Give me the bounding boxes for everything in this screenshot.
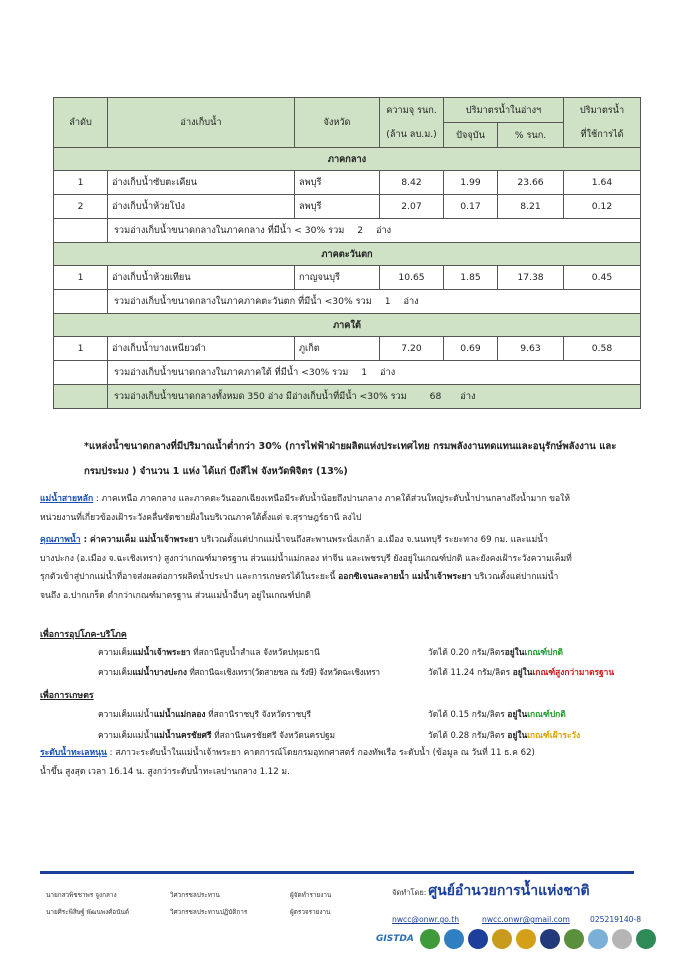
cell-province: ลพบุรี bbox=[295, 195, 380, 219]
agency-logo-7 bbox=[564, 929, 584, 949]
quality-line-2: บางปะกง (อ.เมือง จ.ฉะเชิงเทรา) สูงกว่าเกณฑ์มาตรฐาน ส่วนแม่น้ำแม่กลอง ท่าจีน และเพชรบุรี ยังอยู่ในเกณฑ์ปกติ และยังคงเฝ้าระวังความเค็มที่ bbox=[40, 553, 572, 564]
header-percent: % รนก. bbox=[498, 123, 564, 148]
quality-line-3c: บริเวณตั้งแต่ปากแม่น้ำ bbox=[471, 572, 559, 582]
signer-2: นายศิระพิสิษฐ์ พัฒนพงศ์อนันต์ bbox=[46, 908, 129, 916]
signer-1: นายกสวพิชชาพร จูงกลาง bbox=[46, 891, 117, 899]
summary-text: รวมอ่างเก็บน้ำขนาดกลางในภาคภาคใต้ ที่มีน้ำ <30% รวม bbox=[114, 367, 349, 378]
partner-logos bbox=[376, 927, 666, 953]
cell-no: 1 bbox=[54, 337, 108, 361]
table-row bbox=[54, 195, 641, 219]
agriculture-heading: เพื่อการเกษตร bbox=[40, 691, 94, 701]
org-prefix: จัดทำโดย: bbox=[392, 888, 427, 897]
note-line-2: กรมประมง ) จำนวน 1 แห่ง ได้แก่ บึงสีไฟ จังหวัดพิจิตร (13%) bbox=[84, 466, 348, 477]
header-current: ปัจจุบัน bbox=[444, 123, 498, 148]
header-usable: ปริมาตรน้ำ bbox=[564, 98, 641, 123]
summary-unit: อ่าง bbox=[375, 225, 392, 236]
station-name: ที่สถานีนครชัยศรี จังหวัดนครปฐม bbox=[211, 730, 336, 740]
measure-value: วัดได้ 0.20 กรัม/ลิตร bbox=[428, 647, 505, 657]
measure-prefix: ความเค็มแม่น้ำ bbox=[98, 730, 154, 740]
table-row bbox=[54, 171, 641, 195]
quality-line-4: จนถึง อ.ปากเกร็ด ต่ำกว่าเกณฑ์มาตรฐาน ส่วนแม่น้ำอื่นๆ อยู่ในเกณฑ์ปกติ bbox=[40, 590, 311, 601]
summary-count: 2 bbox=[357, 225, 364, 236]
total-count: 68 bbox=[429, 391, 442, 402]
river-name: แม่น้ำแม่กลอง bbox=[153, 709, 206, 719]
cell-province: กาญจนบุรี bbox=[295, 266, 380, 290]
summary-row-south bbox=[54, 361, 641, 385]
cell-province: ลพบุรี bbox=[295, 171, 380, 195]
station-name: ที่สถานีฉะเชิงเทรา(วัดสายชล ณ รังษี) จังหวัดฉะเชิงเทรา bbox=[186, 667, 380, 677]
reservoir-table bbox=[53, 97, 641, 409]
tide-section bbox=[40, 744, 652, 781]
signer-1-title: วิศวกรชลประทาน bbox=[170, 891, 220, 899]
note-line-1: *แหล่งน้ำขนาดกลางที่มีปริมาณน้ำต่ำกว่า 30% (การไฟฟ้าฝ่ายผลิตแห่งประเทศไทย กรมพลังงานทดแทนและอนุรักษ์พลังงาน และ bbox=[84, 441, 617, 452]
total-cell bbox=[108, 385, 641, 409]
cell-no: 1 bbox=[54, 266, 108, 290]
cell-current: 1.85 bbox=[444, 266, 498, 290]
summary-cell bbox=[108, 361, 641, 385]
footer-divider bbox=[40, 871, 634, 874]
signer-2-title: วิศวกรชลประทานปฏิบัติการ bbox=[170, 908, 248, 916]
table-row bbox=[54, 266, 641, 290]
header-volume: ปริมาตรน้ำในอ่างฯ bbox=[444, 98, 564, 123]
total-unit: อ่าง bbox=[460, 391, 476, 402]
summary-text: รวมอ่างเก็บน้ำขนาดกลางในภาคภาคตะวันตก ที่มีน้ำ <30% รวม bbox=[114, 296, 372, 307]
rivers-line-2: หน่วยงานที่เกี่ยวข้องเฝ้าระวังคลื่นซัดชายฝั่งในบริเวณภาคใต้ตั้งแต่ จ.สุราษฎร์ธานี ลงไป bbox=[40, 512, 362, 523]
measure-prefix: ความเค็มแม่น้ำ bbox=[98, 709, 154, 719]
agriculture-row-1 bbox=[98, 707, 311, 721]
tide-label: ระดับน้ำทะเลหนุน bbox=[40, 748, 107, 758]
measure-value: วัดได้ 11.24 กรัม/ลิตร bbox=[428, 667, 511, 677]
quality-line-1: บริเวณตั้งแต่ปากแม่น้ำจนถึงสะพานพระนั่งเกล้า อ.เมือง จ.นนทบุรี ระยะทาง 69 กม. และแม่น้ำ bbox=[198, 535, 548, 545]
status-prefix: อยู่ใน bbox=[512, 667, 533, 677]
agency-logo-10 bbox=[636, 929, 656, 949]
rivers-line-1: : ภาคเหนือ ภาคกลาง และภาคตะวันออกเฉียงเหนือมีระดับน้ำน้อยถึงปานกลาง ภาคใต้ส่วนใหญ่ระดับน้ำปานกลางถึงน้ำมาก ขอให้ bbox=[93, 494, 570, 504]
region-row-central bbox=[54, 148, 641, 171]
agency-logo-1 bbox=[420, 929, 440, 949]
agency-logo-4 bbox=[492, 929, 512, 949]
measure-value: วัดได้ 0.15 กรัม/ลิตร bbox=[428, 709, 505, 719]
email-link-2[interactable]: nwcc.onwr@gmail.com bbox=[482, 915, 570, 924]
cell-percent: 23.66 bbox=[498, 171, 564, 195]
consumption-heading: เพื่อการอุปโภค-บริโภค bbox=[40, 630, 127, 640]
measure-value: วัดได้ 0.28 กรัม/ลิตร bbox=[428, 730, 505, 740]
consumption-value-2 bbox=[428, 665, 614, 679]
summary-row-west bbox=[54, 290, 641, 314]
cell-usable: 0.12 bbox=[564, 195, 641, 219]
total-row bbox=[54, 385, 641, 409]
header-province: จังหวัด bbox=[295, 98, 380, 148]
river-name: แม่น้ำเจ้าพระยา bbox=[132, 647, 191, 657]
region-title: ภาคตะวันตก bbox=[54, 243, 641, 266]
consumption-row-2 bbox=[98, 665, 380, 679]
signer-2-role: ผู้ตรวจรายงาน bbox=[290, 908, 331, 916]
quality-line-3b: ออกซิเจนละลายน้ำ แม่น้ำเจ้าพระยา bbox=[338, 572, 472, 582]
region-title: ภาคใต้ bbox=[54, 314, 641, 337]
status-prefix: อยู่ใน bbox=[504, 647, 525, 657]
agriculture-value-2 bbox=[428, 728, 580, 742]
tide-line-2: น้ำขึ้น สูงสุด เวลา 16.14 น. สูงกว่าระดับน้ำทะเลปานกลาง 1.12 ม. bbox=[40, 766, 290, 777]
cell-capacity: 8.42 bbox=[380, 171, 444, 195]
summary-count: 1 bbox=[361, 367, 368, 378]
cell-percent: 9.63 bbox=[498, 337, 564, 361]
header-no: ลำดับ bbox=[54, 98, 108, 148]
cell-current: 0.17 bbox=[444, 195, 498, 219]
status-prefix: อยู่ใน bbox=[507, 709, 528, 719]
organization-name bbox=[392, 880, 590, 902]
summary-row-central bbox=[54, 219, 641, 243]
org-title: ศูนย์อำนวยการน้ำแห่งชาติ bbox=[428, 883, 590, 899]
cell-reservoir: อ่างเก็บน้ำบางเหนียวดำ bbox=[108, 337, 295, 361]
summary-cell bbox=[108, 290, 641, 314]
rivers-label: แม่น้ำสายหลัก bbox=[40, 494, 94, 504]
status-normal: เกณฑ์ปกติ bbox=[527, 709, 566, 719]
agriculture-row-2 bbox=[98, 728, 335, 742]
river-name: แม่น้ำนครชัยศรี bbox=[153, 730, 212, 740]
quality-label: คุณภาพน้ำ bbox=[40, 535, 81, 545]
cell-usable: 1.64 bbox=[564, 171, 641, 195]
status-high: เกณฑ์สูงกว่ามาตรฐาน bbox=[532, 667, 615, 677]
river-name: แม่น้ำบางปะกง bbox=[132, 667, 187, 677]
cell-current: 1.99 bbox=[444, 171, 498, 195]
region-row-west bbox=[54, 243, 641, 266]
cell-capacity: 7.20 bbox=[380, 337, 444, 361]
consumption-row-1 bbox=[98, 645, 320, 659]
header-reservoir: อ่างเก็บน้ำ bbox=[108, 98, 295, 148]
tide-line-1: : สภาวะระดับน้ำในแม่น้ำเจ้าพระยา คาดการณ์โดยกรมอุทกศาสตร์ กองทัพเรือ ระดับน้ำ (ข้อมูล ณ วันที่ 11 ธ.ค 62) bbox=[106, 748, 535, 758]
header-capacity-unit: (ล้าน ลบ.ม.) bbox=[380, 123, 444, 148]
cell-current: 0.69 bbox=[444, 337, 498, 361]
phone-number: 025219140-8 bbox=[590, 915, 642, 924]
cell-reservoir: อ่างเก็บน้ำห้วยเทียน bbox=[108, 266, 295, 290]
region-row-south bbox=[54, 314, 641, 337]
agency-logo-5 bbox=[516, 929, 536, 949]
station-name: ที่สถานีสูบน้ำสำแล จังหวัดปทุมธานี bbox=[190, 647, 320, 657]
quality-section bbox=[40, 531, 652, 605]
summary-count: 1 bbox=[384, 296, 391, 307]
status-normal: เกณฑ์ปกติ bbox=[524, 647, 563, 657]
cell-reservoir: อ่างเก็บน้ำห้วยโป่ง bbox=[108, 195, 295, 219]
rivers-section bbox=[40, 490, 652, 527]
cell-usable: 0.45 bbox=[564, 266, 641, 290]
total-text: รวมอ่างเก็บน้ำขนาดกลางทั้งหมด 350 อ่าง มีอ่างเก็บน้ำที่มีน้ำ <30% รวม bbox=[114, 391, 407, 402]
signer-1-role: ผู้จัดทำรายงาน bbox=[290, 891, 332, 899]
quality-bold-1: : ค่าความเค็ม แม่น้ำเจ้าพระยา bbox=[80, 535, 199, 545]
table-header-row bbox=[54, 98, 641, 123]
cell-reservoir: อ่างเก็บน้ำซับตะเคียน bbox=[108, 171, 295, 195]
agency-logo-2 bbox=[444, 929, 464, 949]
summary-unit: อ่าง bbox=[403, 296, 419, 307]
cell-capacity: 2.07 bbox=[380, 195, 444, 219]
consumption-value-1 bbox=[428, 645, 563, 659]
status-prefix: อยู่ใน bbox=[507, 730, 528, 740]
agency-logo-8 bbox=[588, 929, 608, 949]
measure-prefix: ความเค็ม bbox=[98, 667, 133, 677]
cell-no: 1 bbox=[54, 171, 108, 195]
agency-logo-6 bbox=[540, 929, 560, 949]
quality-line-3a: รุกตัวเข้าสู่ปากแม่น้ำที่อาจส่งผลต่อการผลิตน้ำประปา และการเกษตรได้ในระยะนี้ bbox=[40, 572, 339, 582]
cell-percent: 8.21 bbox=[498, 195, 564, 219]
cell-percent: 17.38 bbox=[498, 266, 564, 290]
low-water-note bbox=[84, 437, 644, 481]
region-title: ภาคกลาง bbox=[54, 148, 641, 171]
table-row bbox=[54, 337, 641, 361]
summary-unit: อ่าง bbox=[380, 367, 396, 378]
summary-text: รวมอ่างเก็บน้ำขนาดกลางในภาคกลาง ที่มีน้ำ < 30% รวม bbox=[114, 225, 345, 236]
cell-province: ภูเก็ต bbox=[295, 337, 380, 361]
email-link-1[interactable]: nwcc@onwr.go.th bbox=[392, 915, 460, 924]
measure-prefix: ความเค็ม bbox=[98, 647, 133, 657]
agency-logo-3 bbox=[468, 929, 488, 949]
cell-capacity: 10.65 bbox=[380, 266, 444, 290]
gistda-logo: GISTDA bbox=[376, 934, 414, 944]
agency-logo-9 bbox=[612, 929, 632, 949]
cell-no: 2 bbox=[54, 195, 108, 219]
summary-cell bbox=[108, 219, 641, 243]
agriculture-value-1 bbox=[428, 707, 566, 721]
cell-usable: 0.58 bbox=[564, 337, 641, 361]
header-capacity: ความจุ รนก. bbox=[380, 98, 444, 123]
header-usable-sub: ที่ใช้การได้ bbox=[564, 123, 641, 148]
station-name: ที่สถานีราชบุรี จังหวัดราชบุรี bbox=[205, 709, 311, 719]
status-watch: เกณฑ์เฝ้าระวัง bbox=[527, 730, 581, 740]
